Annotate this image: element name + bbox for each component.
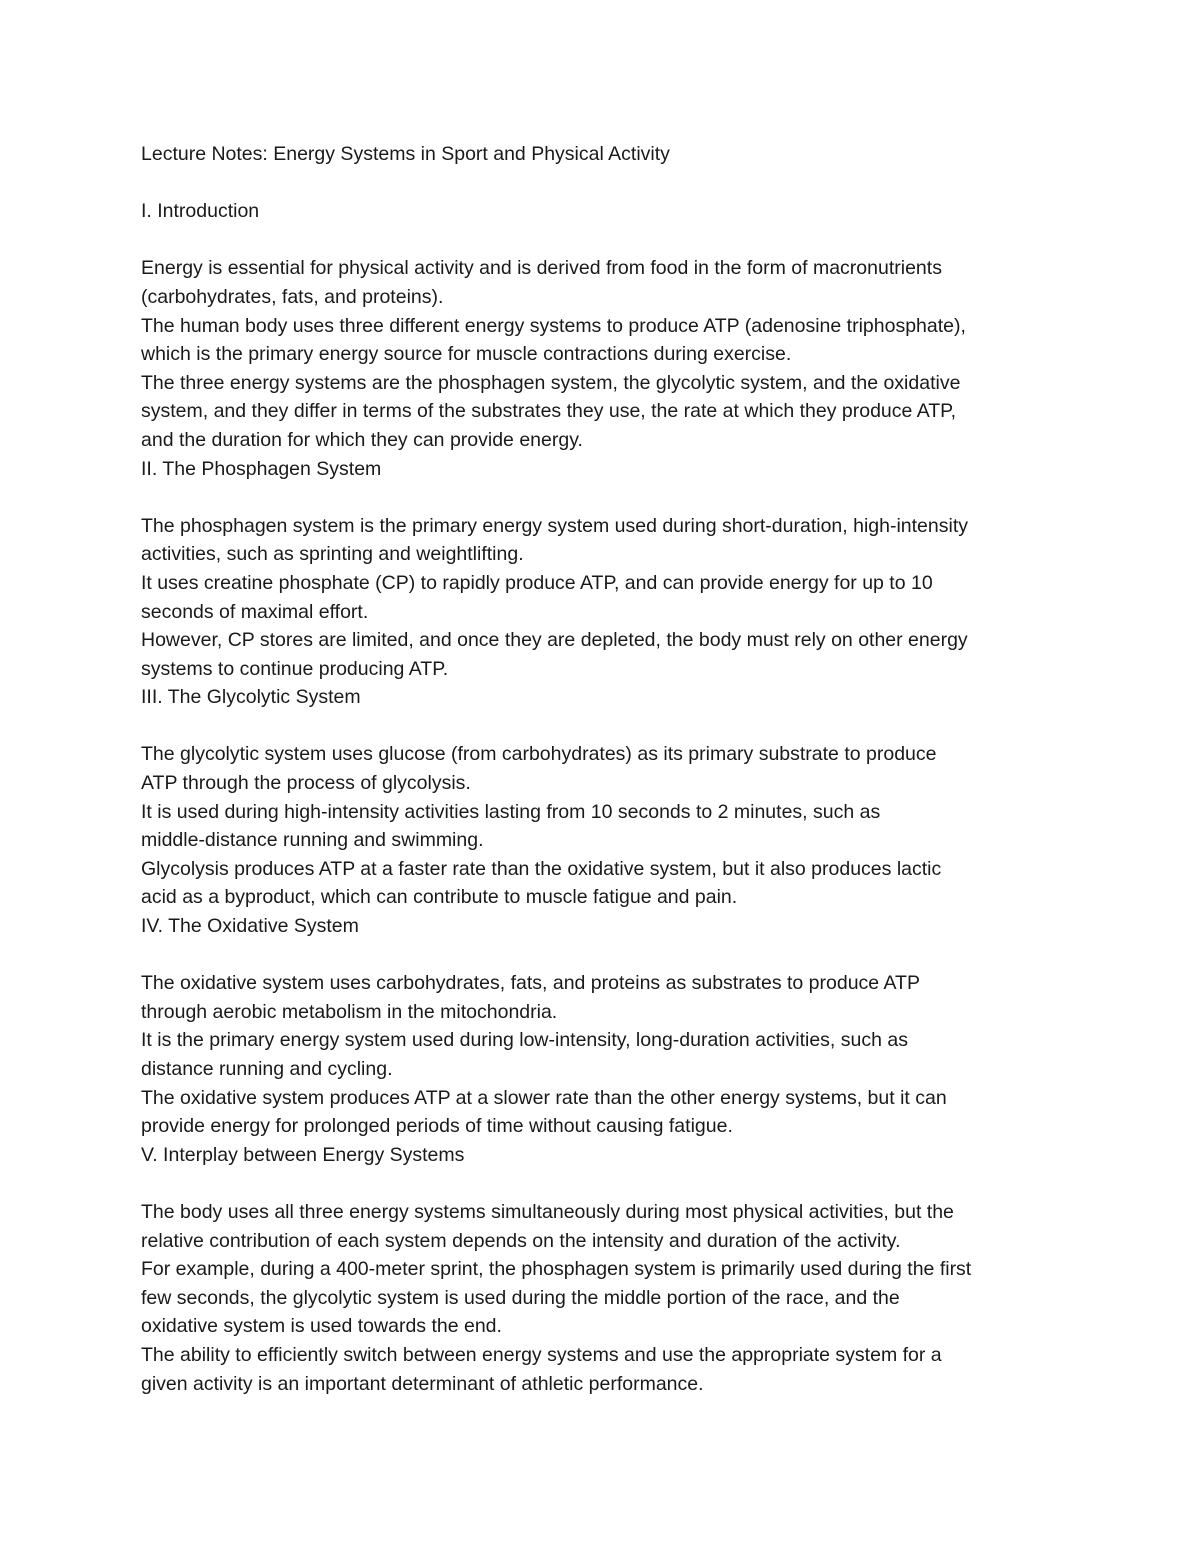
- paragraph-line: acid as a byproduct, which can contribute to muscle fatigue and pain.: [141, 886, 738, 909]
- paragraph-line: systems to continue producing ATP.: [141, 657, 449, 680]
- spacer: [141, 483, 1076, 512]
- section-heading: II. The Phosphagen System: [141, 457, 382, 480]
- paragraph-line: The ability to efficiently switch between energy systems and use the appropriate system for a: [141, 1343, 942, 1366]
- paragraph-line: The oxidative system produces ATP at a slower rate than the other energy systems, but it can: [141, 1086, 947, 1109]
- paragraph-line: through aerobic metabolism in the mitochondria.: [141, 1000, 558, 1023]
- document-page: [141, 140, 1076, 1398]
- paragraph-line: For example, during a 400-meter sprint, the phosphagen system is primarily used during the first: [141, 1258, 972, 1281]
- paragraph-line: The glycolytic system uses glucose (from carbohydrates) as its primary substrate to produce: [141, 743, 937, 766]
- spacer: [141, 712, 1076, 741]
- section-heading: III. The Glycolytic System: [141, 686, 361, 709]
- paragraph: [141, 798, 1076, 855]
- paragraph-line: middle-distance running and swimming.: [141, 829, 484, 852]
- paragraph: [141, 254, 1076, 311]
- paragraph-line: which is the primary energy source for muscle contractions during exercise.: [141, 343, 792, 366]
- paragraph-line: It is the primary energy system used during low-intensity, long-duration activities, such as: [141, 1029, 908, 1052]
- paragraph: [141, 1198, 1076, 1255]
- document-title: Lecture Notes: Energy Systems in Sport and Physical Activity: [141, 143, 670, 165]
- paragraph: [141, 855, 1076, 912]
- spacer: [141, 941, 1076, 970]
- section: [141, 455, 1076, 684]
- section-heading: V. Interplay between Energy Systems: [141, 1143, 465, 1166]
- paragraph: [141, 1341, 1076, 1398]
- paragraph: [141, 569, 1076, 626]
- paragraph: [141, 1255, 1076, 1341]
- paragraph-line: The human body uses three different energy systems to produce ATP (adenosine triphosphate),: [141, 314, 966, 337]
- paragraph-line: seconds of maximal effort.: [141, 600, 369, 623]
- paragraph-line: The oxidative system uses carbohydrates, fats, and proteins as substrates to produce ATP: [141, 972, 920, 995]
- spacer: [141, 1169, 1076, 1198]
- section-heading: IV. The Oxidative System: [141, 915, 359, 938]
- paragraph: [141, 369, 1076, 455]
- paragraph: [141, 1084, 1076, 1141]
- paragraph-line: Energy is essential for physical activity and is derived from food in the form of macronutrients: [141, 257, 942, 280]
- paragraph-line: distance running and cycling.: [141, 1058, 393, 1080]
- paragraph: [141, 740, 1076, 797]
- spacer: [141, 226, 1076, 255]
- section: [141, 912, 1076, 1141]
- paragraph-line: (carbohydrates, fats, and proteins).: [141, 285, 444, 308]
- paragraph-line: few seconds, the glycolytic system is used during the middle portion of the race, and the: [141, 1286, 900, 1309]
- paragraph-line: system, and they differ in terms of the substrates they use, the rate at which they produce ATP,: [141, 400, 957, 423]
- paragraph: [141, 512, 1076, 569]
- paragraph-line: The body uses all three energy systems simultaneously during most physical activities, but the: [141, 1200, 954, 1223]
- paragraph-line: oxidative system is used towards the end.: [141, 1315, 502, 1338]
- paragraph-line: provide energy for prolonged periods of time without causing fatigue.: [141, 1115, 733, 1138]
- paragraph: [141, 1026, 1076, 1083]
- paragraph-line: The phosphagen system is the primary energy system used during short-duration, high-intensity: [141, 514, 968, 537]
- paragraph-line: It is used during high-intensity activities lasting from 10 seconds to 2 minutes, such as: [141, 800, 881, 823]
- section: [141, 683, 1076, 912]
- paragraph-line: given activity is an important determinant of athletic performance.: [141, 1372, 704, 1395]
- paragraph-line: The three energy systems are the phosphagen system, the glycolytic system, and the oxidative: [141, 371, 961, 394]
- section-heading: I. Introduction: [141, 200, 260, 223]
- document-body: [141, 197, 1076, 1398]
- paragraph: [141, 626, 1076, 683]
- paragraph-line: activities, such as sprinting and weightlifting.: [141, 543, 524, 566]
- section: [141, 197, 1076, 454]
- paragraph-line: However, CP stores are limited, and once they are depleted, the body must rely on other energy: [141, 629, 968, 652]
- paragraph-line: ATP through the process of glycolysis.: [141, 772, 471, 795]
- section: [141, 1141, 1076, 1398]
- paragraph: [141, 969, 1076, 1026]
- paragraph-line: Glycolysis produces ATP at a faster rate than the oxidative system, but it also produces lactic: [141, 857, 942, 880]
- spacer: [141, 169, 1076, 198]
- paragraph-line: It uses creatine phosphate (CP) to rapidly produce ATP, and can provide energy for up to 10: [141, 571, 933, 594]
- paragraph-line: and the duration for which they can provide energy.: [141, 428, 583, 451]
- paragraph-line: relative contribution of each system depends on the intensity and duration of the activity.: [141, 1229, 901, 1252]
- paragraph: [141, 312, 1076, 369]
